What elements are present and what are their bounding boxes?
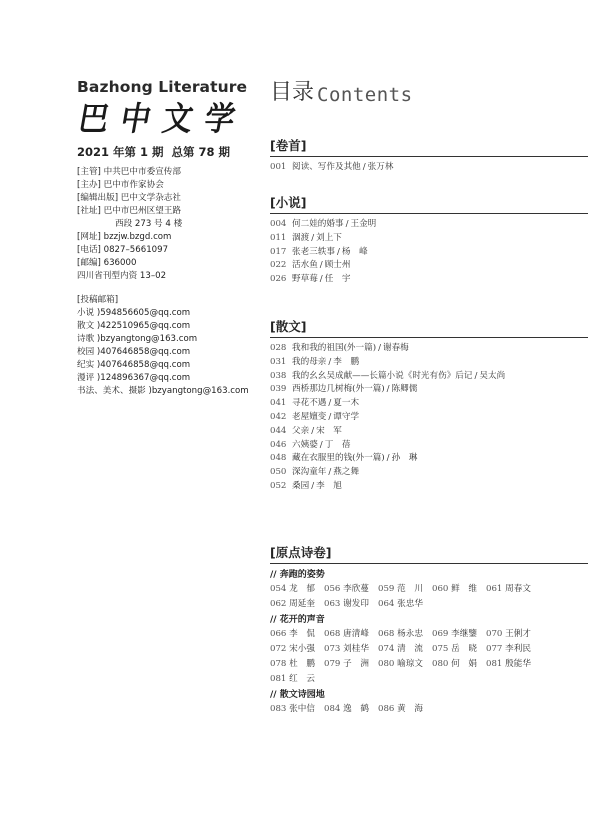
entry-author: 燕之舞 [333, 467, 360, 478]
info-line: [社址] 巴中市巴州区望王路 [77, 206, 181, 216]
entry-page: 004 [270, 219, 287, 229]
entry-page: 068 [324, 629, 341, 639]
section-heading: [散文] [270, 319, 307, 334]
contents-title [270, 78, 590, 106]
poem-entry[interactable] [324, 657, 378, 672]
email-line: 校园 )407646858@qq.com [77, 347, 191, 357]
entry-page: 044 [270, 425, 287, 436]
toc-entry[interactable]: 031 我的母亲 / 李 鹏 [270, 356, 590, 370]
entry-title: 我的母亲 [292, 356, 327, 367]
entry-page: 086 [378, 704, 395, 714]
email-line: 散文 )422510965@qq.com [77, 321, 191, 331]
toc-entry[interactable]: 052 桑园 / 李 旭 [270, 480, 590, 494]
entry-page: 062 [270, 599, 287, 609]
entry-title: 藏在衣服里的钱(外一篇) [292, 453, 385, 464]
entry-author: 逸 鹤 [343, 704, 369, 714]
entry-author: 黄 海 [397, 704, 423, 714]
toc-entry[interactable]: 004 何二娃的婚事 / 王金明 [270, 218, 590, 232]
poem-entry[interactable] [270, 657, 324, 672]
section-poetry [270, 545, 590, 717]
poem-entry[interactable] [432, 627, 486, 642]
entry-page: 078 [270, 659, 287, 669]
poetry-subheading: // 散文诗园地 [270, 690, 325, 700]
entry-page: 046 [270, 439, 287, 450]
entry-page: 074 [378, 644, 395, 654]
entry-author: 谭守学 [333, 411, 360, 422]
poem-entry[interactable] [378, 642, 432, 657]
entry-title: 深沟童年 [292, 467, 327, 478]
entry-title: 父亲 [292, 425, 310, 436]
entry-page: 022 [270, 260, 287, 271]
section-heading: [小说] [270, 195, 307, 210]
entry-page: 075 [432, 644, 449, 654]
entry-title: 我的幺幺吴成献——长篇小说《时光有伤》后记 [292, 370, 473, 381]
poem-entry[interactable] [270, 672, 324, 687]
email-line: 书法、美术、摄影 )bzyangtong@163.com [77, 386, 249, 396]
entry-page: 039 [270, 384, 287, 395]
email-line: 诗歌 )bzyangtong@163.com [77, 334, 198, 344]
entry-page: 028 [270, 343, 287, 353]
toc-entry[interactable]: 026 野草莓 / 任 宇 [270, 273, 590, 287]
section-divider [270, 156, 588, 157]
poem-entry[interactable] [486, 627, 540, 642]
entry-page: 038 [270, 370, 287, 381]
entry-title: 桑园 [292, 480, 310, 491]
entry-author: 谢春梅 [382, 343, 409, 353]
entry-page: 054 [270, 584, 287, 594]
poem-entry[interactable] [486, 582, 540, 597]
entry-author: 夏一木 [333, 398, 360, 409]
entry-page: 081 [270, 674, 287, 684]
entry-author: 唐清峰 [343, 629, 369, 639]
entry-author: 顾士州 [324, 260, 351, 271]
issue-year: 2021 年第 1 期 [77, 145, 164, 159]
contents-title-zh: 目录 [270, 80, 315, 105]
entry-author: 刘桂华 [343, 644, 369, 654]
toc-entry[interactable]: 041 寻花不遇 / 夏一木 [270, 397, 590, 411]
toc-entry[interactable]: 028 我和我的祖国(外一篇) / 谢春梅 [270, 342, 590, 356]
entry-page: 061 [486, 584, 503, 594]
poetry-row [270, 642, 590, 657]
entry-page: 048 [270, 453, 287, 464]
toc-entry[interactable]: 050 深沟童年 / 燕之舞 [270, 466, 590, 480]
entry-author: 刘上下 [316, 232, 342, 243]
entry-page: 056 [324, 584, 341, 594]
poem-entry[interactable] [378, 627, 432, 642]
poem-entry[interactable] [378, 702, 432, 717]
poem-entry[interactable] [270, 582, 324, 597]
poem-entry[interactable] [486, 657, 540, 672]
entry-page: 079 [324, 659, 341, 669]
poem-entry[interactable] [270, 597, 324, 612]
entry-author: 张中信 [289, 704, 315, 714]
contents-title-en: Contents [317, 84, 413, 106]
info-line: [电话] 0827–5661097 [77, 245, 169, 255]
entry-page: 081 [486, 659, 503, 669]
entry-author: 丁 蓓 [324, 439, 351, 450]
info-line: [编辑出版] 巴中文学杂志社 [77, 193, 181, 203]
entry-author: 宋 军 [316, 425, 342, 436]
entry-page: 052 [270, 480, 287, 491]
entry-page: 050 [270, 467, 287, 478]
info-line: [主管] 中共巴中市委宣传部 [77, 167, 181, 177]
info-line: [网址] bzzjw.bzgd.com [77, 232, 172, 242]
poetry-row [270, 672, 590, 687]
entry-page: 060 [432, 584, 449, 594]
entry-author: 杜 鹏 [289, 659, 315, 669]
section-divider [270, 337, 588, 338]
entry-page: 011 [270, 232, 287, 243]
poem-entry[interactable] [324, 597, 378, 612]
toc-entry[interactable]: 038 我的幺幺吴成献——长篇小说《时光有伤》后记 / 吴太尚 [270, 370, 590, 384]
table-of-contents [270, 78, 590, 714]
entry-page: 083 [270, 704, 287, 714]
poetry-subheading: // 奔跑的姿势 [270, 570, 325, 580]
logo-char: 学 [201, 99, 239, 138]
poem-entry[interactable] [486, 642, 540, 657]
logo-char: 中 [117, 99, 155, 138]
entry-title: 野草莓 [292, 274, 318, 285]
entry-page: 069 [432, 629, 449, 639]
poem-entry[interactable] [324, 702, 378, 717]
entry-page: 041 [270, 398, 287, 409]
toc-entry[interactable]: 039 西桥那边几树梅(外一篇) / 陈卿儒 [270, 383, 590, 397]
entry-author: 杨 峰 [341, 246, 368, 257]
entry-author: 鲜 维 [451, 584, 477, 594]
poetry-row [270, 627, 590, 642]
entry-author: 张忠华 [397, 599, 423, 609]
entry-page: 001 [270, 162, 287, 172]
email-line: 漫评 )124896367@qq.com [77, 373, 191, 383]
section-heading: [卷首] [270, 138, 307, 153]
entry-author: 吴太尚 [479, 370, 506, 381]
entry-page: 026 [270, 274, 287, 285]
section-divider [270, 563, 588, 564]
info-line: [邮编] 636000 [77, 258, 137, 268]
section-heading: [原点诗卷] [270, 545, 332, 560]
entry-page: 017 [270, 246, 287, 257]
toc-entry[interactable]: 011 涸渡 / 刘上下 [270, 232, 590, 246]
entry-page: 072 [270, 644, 287, 654]
toc-entry[interactable]: 042 老屋嬗变 / 谭守学 [270, 411, 590, 425]
entry-author: 岳 晓 [451, 644, 477, 654]
entry-author: 喻琼文 [397, 659, 423, 669]
entry-page: 066 [270, 629, 287, 639]
entry-page: 031 [270, 356, 287, 367]
entry-page: 059 [378, 584, 395, 594]
logo-char: 巴 [75, 99, 113, 138]
entry-page: 077 [486, 644, 503, 654]
poem-entry[interactable] [378, 597, 432, 612]
entry-title: 阅读、写作及其他 [292, 162, 361, 172]
toc-entry[interactable]: 022 活水鱼 / 顾士州 [270, 259, 590, 273]
entry-author: 宋小强 [289, 644, 315, 654]
entry-author: 陈卿儒 [391, 384, 418, 395]
entry-author: 李欣蔓 [343, 584, 369, 594]
entry-title: 西桥那边几树梅(外一篇) [292, 384, 385, 395]
entry-title: 张老三轶事 [292, 246, 335, 257]
entry-page: 042 [270, 411, 287, 422]
toc-entry[interactable]: 046 六姨婆 / 丁 蓓 [270, 439, 590, 453]
entry-author: 李 侃 [289, 629, 315, 639]
entry-page: 070 [486, 629, 503, 639]
poetry-row [270, 597, 590, 612]
toc-entry[interactable]: 048 藏在衣服里的钱(外一篇) / 孙 琳 [270, 452, 590, 466]
submission-emails [77, 307, 267, 398]
submission-heading: [投稿邮箱] [77, 295, 119, 305]
poem-entry[interactable] [324, 627, 378, 642]
toc-entry[interactable]: 001 阅读、写作及其他 / 张万林 [270, 161, 590, 175]
entry-page: 080 [432, 659, 449, 669]
entry-author: 殷能华 [505, 659, 531, 669]
entry-author: 张万林 [367, 162, 394, 172]
entry-title: 涸渡 [292, 232, 310, 243]
entry-page: 084 [324, 704, 341, 714]
entry-author: 任 宇 [324, 274, 351, 285]
toc-entry[interactable]: 044 父亲 / 宋 军 [270, 425, 590, 439]
poem-entry[interactable] [270, 702, 324, 717]
entry-title: 我和我的祖国(外一篇) [292, 343, 377, 353]
entry-page: 068 [378, 629, 395, 639]
entry-author: 子 洲 [343, 659, 369, 669]
entry-page: 073 [324, 644, 341, 654]
entry-title: 寻花不遇 [292, 398, 327, 409]
entry-author: 李 旭 [316, 480, 342, 491]
info-line: 四川省刊型内资 13–02 [77, 271, 167, 281]
entry-title: 活水鱼 [292, 260, 318, 271]
poetry-row [270, 702, 590, 717]
entry-author: 龙 郁 [289, 584, 315, 594]
logo-char: 文 [159, 99, 197, 138]
email-line: 纪实 )407646858@qq.com [77, 360, 191, 370]
section-divider [270, 213, 588, 214]
poem-entry[interactable] [432, 657, 486, 672]
entry-author: 李利民 [505, 644, 531, 654]
entry-author: 杨永忠 [397, 629, 423, 639]
section-preface [270, 138, 590, 175]
entry-author: 何 娟 [451, 659, 477, 669]
info-line: 西段 273 号 4 楼 [115, 219, 183, 229]
entry-page: 063 [324, 599, 341, 609]
poem-entry[interactable] [324, 582, 378, 597]
entry-author: 李 鹏 [333, 356, 360, 367]
poem-entry[interactable] [378, 582, 432, 597]
info-line: [主办] 巴中市作家协会 [77, 180, 164, 190]
poem-entry[interactable] [432, 642, 486, 657]
brand-calligraphy-logo [77, 101, 267, 137]
issue-total: 总第 78 期 [171, 145, 231, 159]
entry-author: 王俐才 [505, 629, 531, 639]
toc-entry[interactable]: 017 张老三轶事 / 杨 峰 [270, 246, 590, 260]
email-line: 小说 )594856605@qq.com [77, 308, 191, 318]
brand-english-title: Bazhong Literature [77, 78, 248, 96]
entry-author: 王金明 [350, 219, 377, 229]
entry-title: 六姨婆 [292, 439, 318, 450]
poetry-row [270, 582, 590, 597]
masthead-column [77, 78, 267, 398]
entry-author: 孙 琳 [391, 453, 418, 464]
poem-entry[interactable] [378, 657, 432, 672]
entry-author: 谢发印 [343, 599, 369, 609]
section-fiction [270, 195, 590, 287]
entry-page: 080 [378, 659, 395, 669]
entry-author: 红 云 [289, 674, 315, 684]
entry-author: 清 流 [397, 644, 423, 654]
poetry-subheading: // 花开的声音 [270, 615, 325, 625]
poem-entry[interactable] [270, 642, 324, 657]
poem-entry[interactable] [432, 582, 486, 597]
entry-title: 老屋嬗变 [292, 411, 327, 422]
entry-author: 周延奎 [289, 599, 315, 609]
poem-entry[interactable] [270, 627, 324, 642]
publication-info [77, 166, 267, 283]
issue-number [77, 144, 267, 160]
poetry-row [270, 657, 590, 672]
entry-title: 何二娃的婚事 [292, 219, 344, 229]
section-prose [270, 319, 590, 494]
entry-author: 范 川 [397, 584, 423, 594]
poem-entry[interactable] [324, 642, 378, 657]
entry-author: 周春文 [505, 584, 531, 594]
entry-author: 李继鑒 [451, 629, 477, 639]
entry-page: 064 [378, 599, 395, 609]
